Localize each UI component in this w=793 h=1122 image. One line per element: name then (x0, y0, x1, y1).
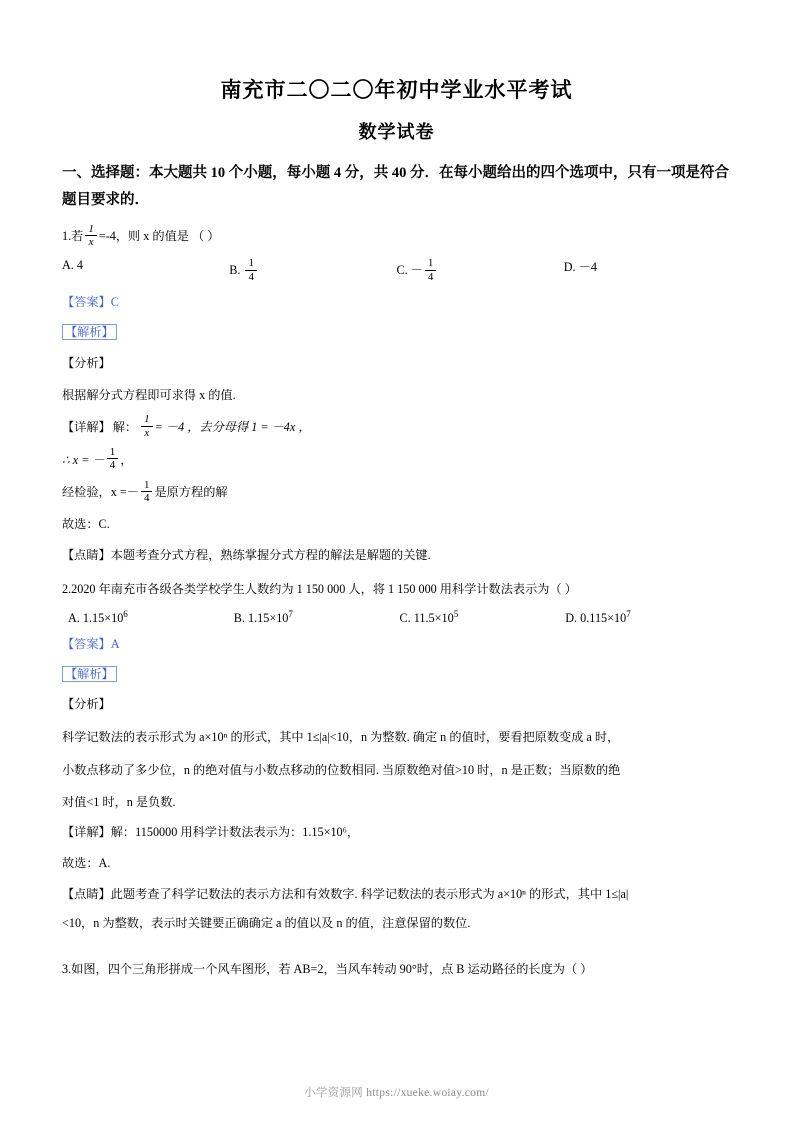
question-2-dianjing-line-2: <10，n 为整数，表示时关键要正确确定 a 的值以及 n 的值，注意保留的数位. (62, 915, 471, 930)
question-1-fenxi-text: 根据解分式方程即可求得 x 的值. (62, 388, 236, 403)
question-2-answer (62, 633, 731, 656)
answer-value: C (110, 295, 119, 310)
watermark-site-name: 小学资源网 (304, 1087, 364, 1099)
page-title: 南充市二〇二〇年初中学业水平考试 (220, 78, 573, 102)
detail-fraction: $\frac{1}{x}$ (141, 413, 153, 439)
question-1-fraction: $\frac{1}{x}$ (85, 223, 97, 249)
answer-label: 【答案】 (62, 637, 111, 652)
question-1-analysis-tag: 【解析】 (62, 321, 731, 344)
question-1-stem-suffix: =-4，则 x 的值是 （ ） (98, 228, 220, 243)
page-subtitle: 数学试卷 (358, 122, 435, 142)
question-1-options (62, 258, 731, 284)
answer-label: 【答案】 (62, 295, 111, 310)
section-heading: 一、选择题：本大题共 10 个小题，每小题 4 分，共 40 分．在每小题给出的四个选项中，只有一项是符合题目要求的． (62, 165, 729, 208)
question-1-stem (62, 224, 731, 250)
step3-fraction: $\frac{1}{4}$ (141, 479, 153, 505)
option-d: D. $0.115\times 10^7$ (565, 608, 631, 626)
step2-fraction: $\frac{1}{4}$ (107, 446, 119, 472)
question-1-dianjing: 【点睛】本题考查分式方程，熟练掌握分式方程的解法是解题的关键. (62, 548, 431, 563)
option-c: C. $11.5\times 10^5$ (399, 608, 459, 626)
option-d: D. －4 (563, 259, 597, 274)
question-2-fenxi-line-2: 小数点移动了多少位，n 的绝对值与小数点移动的位数相同. 当原数绝对值>10 时，n 是正数；当原数的绝 (62, 762, 621, 777)
option-c-fraction: $\frac{1}{4}$ (425, 257, 437, 283)
question-1-answer (62, 291, 731, 314)
question-1-step-2: ∴ x = － $\frac{1}{4}$ ， (62, 445, 133, 472)
option-a: A. $1.15\times 10^6$ (68, 608, 128, 626)
question-1-stem-prefix: 1.若 (62, 228, 84, 243)
option-c: C. － $\frac{1}{4}$ (397, 258, 564, 284)
question-2-stem: 2.2020 年南充市各级各类学校学生人数约为 1 150 000 人，将 1 150 000 用科学计数法表示为（ ） (62, 581, 577, 596)
question-1-choose: 故选：C. (62, 517, 110, 532)
option-b: B. $\frac{1}{4}$ (229, 258, 396, 284)
question-2-dianjing-line-1: 【点睛】此题考查了科学记数法的表示方法和有效数字. 科学记数法的表示形式为 a×10ⁿ 的形式，其中 1≤|a| (62, 886, 629, 901)
question-2-options (62, 609, 731, 626)
question-2-detail: 【详解】解：1150000 用科学计数法表示为：1.15×10⁶， (62, 825, 360, 840)
answer-value: A (110, 637, 120, 652)
question-1-step-3: 经检验，x =－ $\frac{1}{4}$ 是原方程的解 (62, 478, 228, 505)
option-b: B. $1.15\times 10^7$ (233, 608, 293, 626)
question-2-fenxi-tag: 【分析】 (62, 697, 111, 712)
watermark-url: https://xueke.woiay.com/ (366, 1087, 489, 1099)
option-b-fraction: $\frac{1}{4}$ (245, 257, 257, 283)
question-3-stem: 3.如图，四个三角形拼成一个风车图形，若 AB=2，当风车转动 90°时，点 B 运动路径的长度为（ ） (62, 961, 593, 976)
watermark (0, 1084, 793, 1100)
question-1-detail: 【详解】 解： $\frac{1}{x}$ = －4 ，去分母得 1 = －4x ， (62, 413, 311, 439)
question-2-choose: 故选：A. (62, 856, 111, 871)
option-a: A. 4 (62, 257, 83, 272)
question-2-fenxi-line-3: 对值<1 时，n 是负数. (62, 794, 176, 809)
question-2-analysis-tag: 【解析】 (62, 663, 731, 686)
question-2-fenxi-line-1: 科学记数法的表示形式为 a×10ⁿ 的形式，其中 1≤|a|<10，n 为整数. 确定 n 的值时，要看把原数变成 a 时， (62, 730, 620, 745)
question-1-fenxi-tag: 【分析】 (62, 355, 111, 370)
